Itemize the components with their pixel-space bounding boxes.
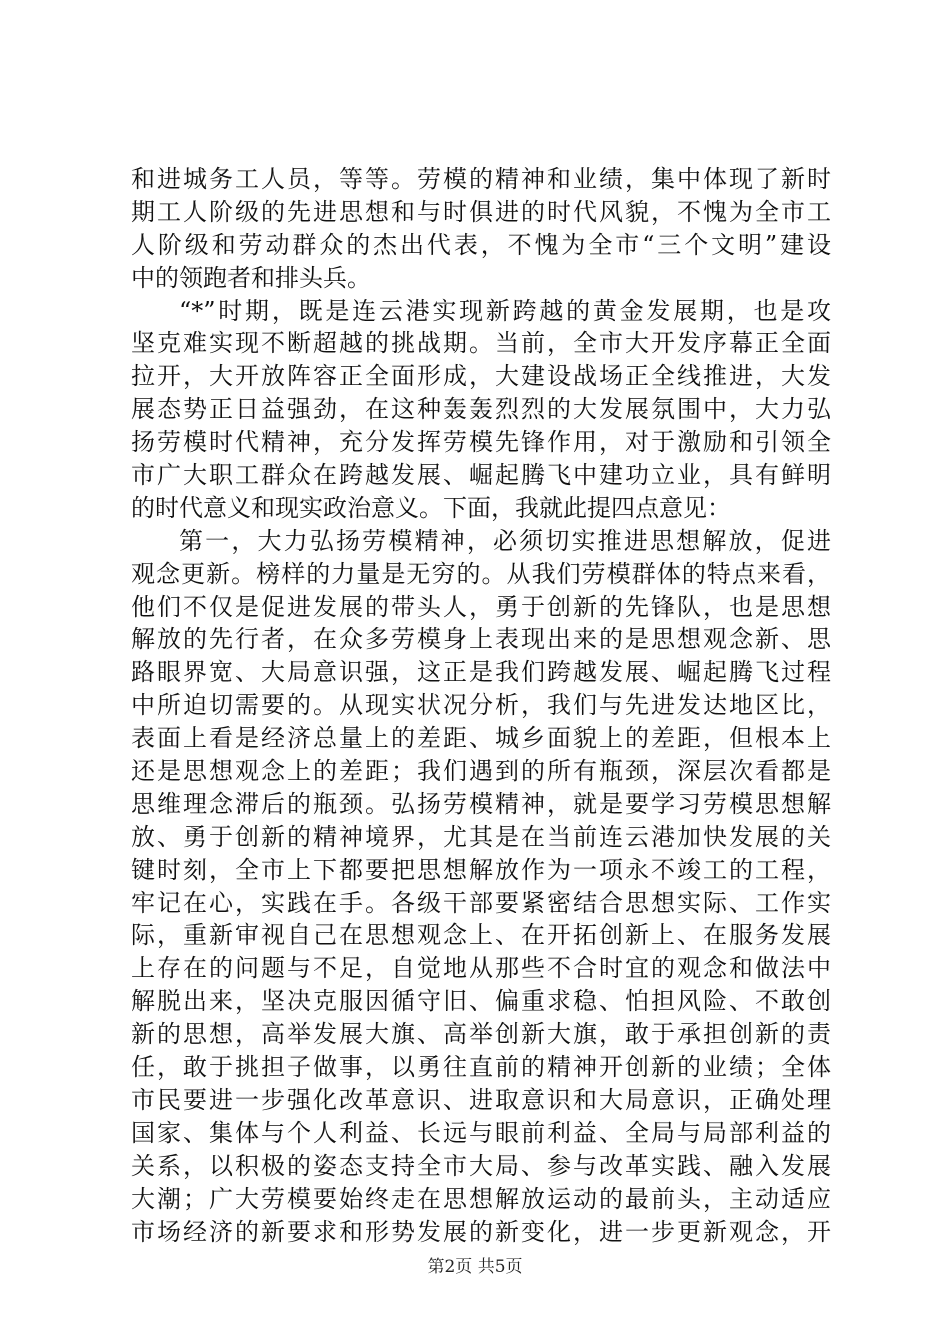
text-line: 的时代意义和现实政治意义。下面，我就此提四点意见： <box>131 493 731 522</box>
text-line: 关系，以积极的姿态支持全市大局、参与改革实践、融入发展 <box>131 1151 831 1180</box>
text-line: 人阶级和劳动群众的杰出代表，不愧为全市“三个文明”建设 <box>131 230 831 259</box>
text-line: 表面上看是经济总量上的差距、城乡面貌上的差距，但根本上 <box>131 724 831 753</box>
text-line: 还是思想观念上的差距；我们遇到的所有瓶颈，深层次看都是 <box>131 757 831 786</box>
text-line: 国家、集体与个人利益、长远与眼前利益、全局与局部利益的 <box>131 1118 831 1147</box>
text-line: 大潮；广大劳模要始终走在思想解放运动的最前头，主动适应 <box>131 1184 831 1213</box>
text-line: 中所迫切需要的。从现实状况分析，我们与先进发达地区比， <box>131 691 831 720</box>
text-line: 他们不仅是促进发展的带头人，勇于创新的先锋队，也是思想 <box>131 592 831 621</box>
text-line: 任，敢于挑担子做事，以勇往直前的精神开创新的业绩；全体 <box>131 1053 831 1082</box>
text-line: 市场经济的新要求和形势发展的新变化，进一步更新观念，开 <box>131 1217 831 1246</box>
text-line: 新的思想，高举发展大旗、高举创新大旗，敢于承担创新的责 <box>131 1020 831 1049</box>
text-line: 拉开，大开放阵容正全面形成，大建设战场正全线推进，大发 <box>131 362 831 391</box>
text-line: 路眼界宽、大局意识强，这正是我们跨越发展、崛起腾飞过程 <box>131 658 831 687</box>
text-line: 牢记在心，实践在手。各级干部要紧密结合思想实际、工作实 <box>131 888 831 917</box>
body-text <box>131 163 831 1248</box>
text-line: 放、勇于创新的精神境界，尤其是在当前连云港加快发展的关 <box>131 822 831 851</box>
text-line: 观念更新。榜样的力量是无穷的。从我们劳模群体的特点来看， <box>131 559 831 588</box>
text-line: 思维理念滞后的瓶颈。弘扬劳模精神，就是要学习劳模思想解 <box>131 789 831 818</box>
paragraph-start-line: “*”时期，既是连云港实现新跨越的黄金发展期，也是攻 <box>179 296 831 325</box>
paragraph-start-line: 第一，大力弘扬劳模精神，必须切实推进思想解放，促进 <box>179 526 831 555</box>
text-line: 扬劳模时代精神，充分发挥劳模先锋作用，对于激励和引领全 <box>131 428 831 457</box>
text-line: 解脱出来，坚决克服因循守旧、偏重求稳、怕担风险、不敢创 <box>131 987 831 1016</box>
text-line: 际，重新审视自己在思想观念上、在开拓创新上、在服务发展 <box>131 921 831 950</box>
text-line: 中的领跑者和排头兵。 <box>131 263 371 292</box>
text-line: 上存在的问题与不足，自觉地从那些不合时宜的观念和做法中 <box>131 954 831 983</box>
page-number-footer: 第2页 共5页 <box>427 1257 523 1277</box>
text-line: 市广大职工群众在跨越发展、崛起腾飞中建功立业，具有鲜明 <box>131 461 831 490</box>
text-line: 和进城务工人员，等等。劳模的精神和业绩，集中体现了新时 <box>131 165 831 193</box>
text-line: 解放的先行者，在众多劳模身上表现出来的是思想观念新、思 <box>131 625 831 654</box>
text-line: 坚克难实现不断超越的挑战期。当前，全市大开发序幕正全面 <box>131 329 831 358</box>
text-line: 展态势正日益强劲，在这种轰轰烈烈的大发展氛围中，大力弘 <box>131 395 831 424</box>
text-line: 市民要进一步强化改革意识、进取意识和大局意识，正确处理 <box>131 1085 831 1114</box>
text-line: 键时刻，全市上下都要把思想解放作为一项永不竣工的工程， <box>131 855 831 884</box>
text-line: 期工人阶级的先进思想和与时俱进的时代风貌，不愧为全市工 <box>131 197 831 226</box>
